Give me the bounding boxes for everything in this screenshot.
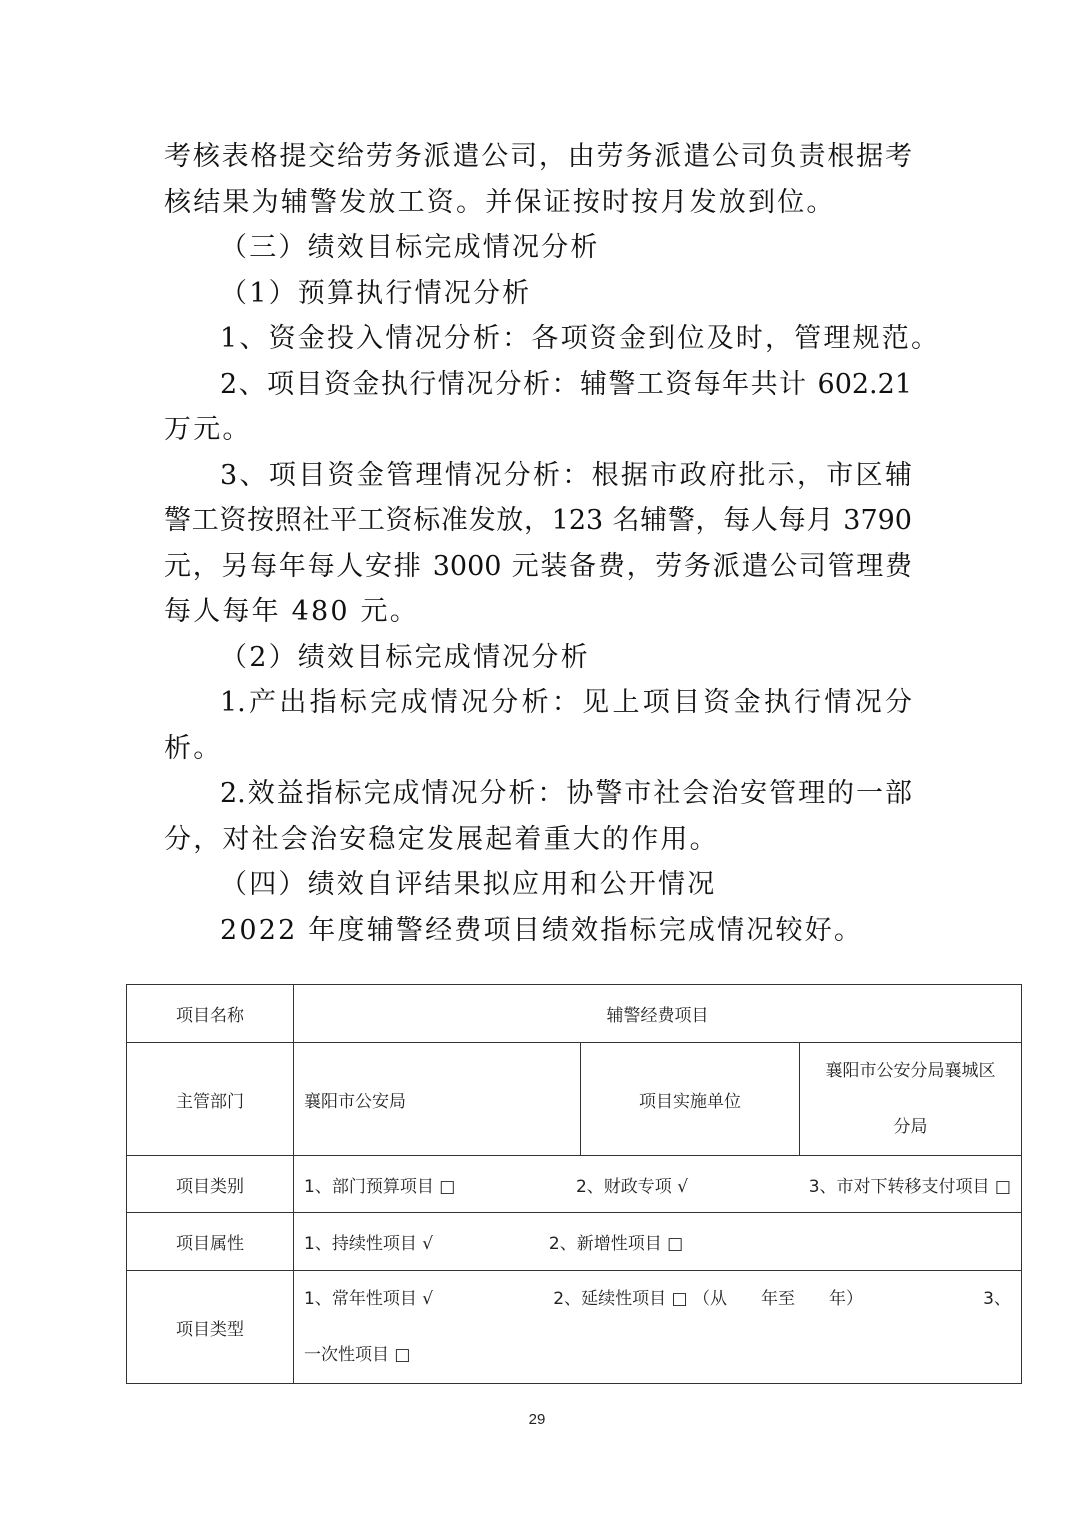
project-name-value: 辅警经费项目 bbox=[294, 985, 1022, 1043]
section-heading: （1）预算执行情况分析 bbox=[220, 277, 532, 309]
paragraph-line: 3、项目资金管理情况分析：根据市政府批示，市区辅 bbox=[220, 459, 912, 491]
impl-unit-label: 项目实施单位 bbox=[581, 1043, 800, 1156]
type-label: 项目类型 bbox=[127, 1271, 294, 1384]
table-row bbox=[127, 1043, 1022, 1156]
paragraph-line: 1.产出指标完成情况分析：见上项目资金执行情况分 bbox=[220, 687, 912, 718]
table-row bbox=[127, 1156, 1022, 1213]
category-option-fiscal-special: 2、财政专项 √ bbox=[575, 1176, 689, 1197]
type-options bbox=[294, 1271, 1022, 1384]
dept-value: 襄阳市公安局 bbox=[294, 1043, 581, 1156]
category-options bbox=[294, 1156, 1022, 1213]
paragraph-line: 万元。 bbox=[164, 414, 252, 445]
paragraph-line: 2.效益指标完成情况分析：协警市社会治安管理的一部 bbox=[220, 778, 912, 809]
section-heading: （2）绩效目标完成情况分析 bbox=[220, 641, 590, 673]
project-name-label: 项目名称 bbox=[127, 985, 294, 1043]
type-option-annual: 1、常年性项目 √ bbox=[304, 1289, 434, 1309]
section-heading: （三）绩效目标完成情况分析 bbox=[220, 232, 600, 263]
section-heading: （四）绩效自评结果拟应用和公开情况 bbox=[220, 869, 717, 900]
attribute-option-new: 2、新增性项目 □ bbox=[548, 1234, 684, 1254]
type-option-onetime: 一次性项目 □ bbox=[304, 1345, 411, 1365]
body-text bbox=[164, 134, 941, 953]
impl-unit-value bbox=[800, 1043, 1022, 1156]
paragraph-line: 2022 年度辅警经费项目绩效指标完成情况较好。 bbox=[220, 914, 864, 946]
category-option-transfer-payment: 3、市对下转移支付项目 □ bbox=[808, 1176, 1011, 1197]
attribute-label: 项目属性 bbox=[127, 1213, 294, 1271]
paragraph-line: 1、资金投入情况分析：各项资金到位及时，管理规范。 bbox=[220, 323, 941, 354]
table-row bbox=[127, 1271, 1022, 1384]
attribute-options bbox=[294, 1213, 1022, 1271]
page-number: 29 bbox=[528, 1411, 546, 1428]
table-row bbox=[127, 985, 1022, 1043]
dept-label: 主管部门 bbox=[127, 1043, 294, 1156]
attribute-option-continuous: 1、持续性项目 √ bbox=[304, 1234, 434, 1254]
type-option-extended: 2、延续性项目 □ （从 年至 年） bbox=[553, 1289, 863, 1309]
type-option-onetime-number: 3、 bbox=[983, 1289, 1011, 1309]
paragraph-line: 警工资按照社平工资标准发放，123 名辅警，每人每月 3790 bbox=[164, 505, 912, 536]
category-label: 项目类别 bbox=[127, 1156, 294, 1213]
paragraph-line: 考核表格提交给劳务派遣公司，由劳务派遣公司负责根据考 bbox=[164, 141, 912, 172]
paragraph-line: 2、项目资金执行情况分析：辅警工资每年共计 602.21 bbox=[220, 368, 912, 400]
paragraph-line: 分，对社会治安稳定发展起着重大的作用。 bbox=[164, 823, 719, 855]
impl-unit-value-line1: 襄阳市公安分局襄城区 bbox=[825, 1061, 996, 1081]
category-option-dept-budget: 1、部门预算项目 □ bbox=[304, 1176, 456, 1197]
paragraph-line: 析。 bbox=[164, 732, 223, 764]
project-info-table bbox=[126, 984, 1022, 1384]
paragraph-line: 元，另每年每人安排 3000 元装备费，劳务派遣公司管理费 bbox=[164, 550, 912, 582]
paragraph-line: 核结果为辅警发放工资。并保证按时按月发放到位。 bbox=[164, 186, 836, 218]
table-row bbox=[127, 1213, 1022, 1271]
paragraph-line: 每人每年 480 元。 bbox=[164, 596, 419, 627]
impl-unit-value-line2: 分局 bbox=[893, 1117, 928, 1137]
